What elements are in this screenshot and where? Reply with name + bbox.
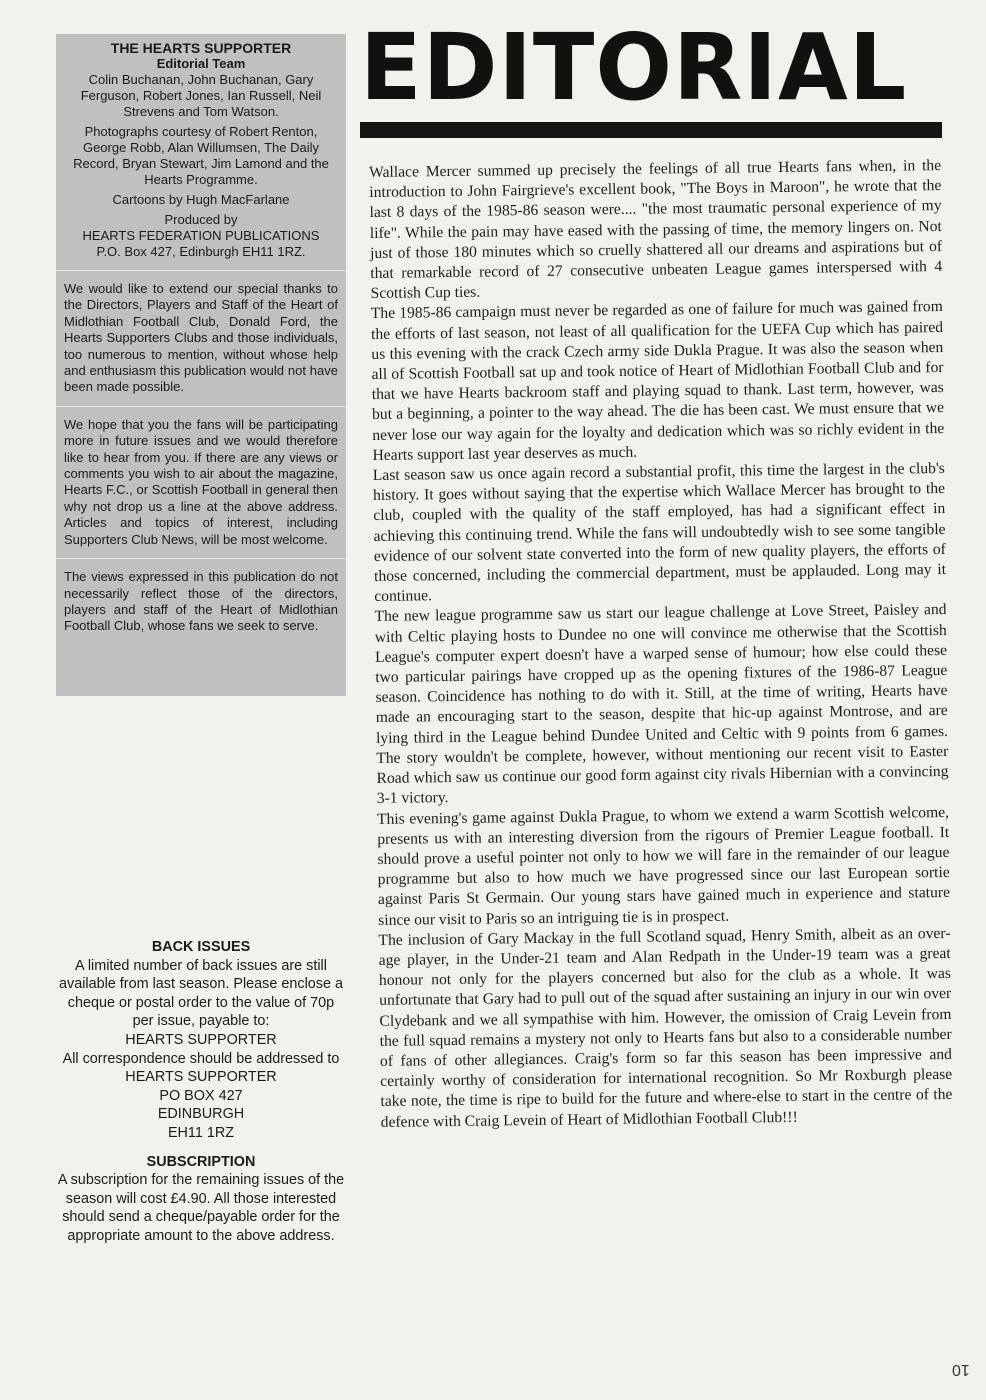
divider (56, 270, 346, 271)
address-line: EDINBURGH (157, 1106, 245, 1123)
address-line: HEARTS SUPPORTER (125, 1069, 277, 1086)
article-paragraph: The new league programme saw us start our league challenge at Love Street, Paisley and with Celtic playing hosts to Dundee no one will convince me otherwise that the Scottish League's computer expert doesn't have a warped sense of humour; how else could these two particular pairings have cropped up as the opening fixtures of the 1986-87 League season. Coincidence has nothing to do with it. Still, at the time of writing, Hearts have made an encouraging start to the season, despite that hic-up against Montrose, and are lying third in the League behind Dundee United and Celtic with 9 points from 6 games. The story wouldn't be complete, however, without mentioning our recent visit to Easter Road which saw us continue our good form against city rivals Hibernian with a convincing 3-1 victory. (374, 601, 949, 808)
produced-by-label: Produced by (164, 212, 238, 227)
article-paragraph: The inclusion of Gary Mackay in the full Scotland squad, Henry Smith, albeit as an over-age player, in the Under-21 team and Alan Redpath in the Under-19 team was a great honour not only for the players concerned but also for the club as a whole. It was unfortunate that Gary had to pull out of the squad after sustaining an injury in our win over Clydebank and we all sympathise with him. However, the omission of Craig Levein from the full squad remains a mystery not only to Hearts fans but also to a considerable number of fans of other allegiances. Craig's form so far this season has been impressive and certainly worthy of consideration for international recognition. So Mr Roxburgh please take note, the time is ripe to build for the future and where-else to start in the centre of the defence with Craig Levein of Heart of Midlothian Football Club!!! (378, 924, 953, 1131)
back-issues-payee: HEARTS SUPPORTER (125, 1031, 277, 1048)
article-paragraph: Wallace Mercer summed up precisely the feelings of all true Hearts fans when, in the introduction to John Fairgrieve's excellent book, "The Boys in Maroon", he wrote that the last 8 days of the 1985-86 season were.... "the most traumatic personal experience of my life". While the pain may have eased with the passing of time, the memory lingers on. Not just of those 180 minutes which so cruelly shattered all our dreams and aspirations but of that remarkable record of 27 consecutive unbeaten League games interspersed with 4 Scottish Cup ties. (369, 157, 943, 303)
editorial-article (369, 156, 953, 1133)
back-issues-text: A limited number of back issues are still available from last season. Please enclose a cheque or postal order to the value of 70p per issue, payable to: (59, 957, 343, 1030)
thanks-paragraph: We would like to extend our special thanks to the Directors, Players and Staff of the Heart of Midlothian Football Club, Donald Ford, the Hearts Supporters Clubs and those individuals, too numerous to mention, without whose help and enthusiasm this publication would not have been made possible. (64, 281, 338, 395)
publisher-address: P.O. Box 427, Edinburgh EH11 1RZ. (96, 244, 306, 259)
credits-panel (56, 34, 346, 696)
article-paragraph: The 1985-86 campaign must never be regarded as one of failure for much was gained from the efforts of last season, not least of all qualification for the UEFA Cup which has paired us this evening with the crack Czech army side Dukla Prague. It was also the season when all of Scottish Football sat up and took notice of Heart of Midlothian Football Club and for that we have Hearts backroom staff and playing squad to thank. Last term, however, was but a beginning, a pointer to the way ahead. The die has been cast. We must ensure that we never lose our way again for the loyalty and dedication which was so richly evident in the Hearts support last year deserves as much. (370, 298, 945, 464)
back-issues-heading: BACK ISSUES (151, 939, 251, 955)
back-issues-correspondence: All correspondence should be addressed to (62, 1050, 340, 1067)
photo-credits: Photographs courtesy of Robert Renton, George Robb, Alan Willumsen, The Daily Record, Bryan Stewart, Jim Lamond and the Hearts Programme. (73, 124, 329, 187)
credits-header (64, 40, 338, 120)
article-paragraph: This evening's game against Dukla Prague, to whom we extend a warm Scottish welcome, presents us with an interesting diversion from the rigours of Premier League football. It should prove a useful pointer not only to how we will fare in the remainder of our league programme but also to how much we have progressed since our last European sortie against Paris St Germain. Our young stars have gained much in experience and stature since our visit to Paris so an intriguing tie is in prospect. (376, 803, 951, 929)
invite-paragraph: We hope that you the fans will be participating more in future issues and we would therefore like to hear from you. If there are any views or comments you wish to air about the magazine, Hearts F.C., or Scottish Football in general then why not drop us a line at the above address. Articles and topics of interest, including Supporters Club News, will be most welcome. (64, 416, 338, 547)
divider (56, 406, 346, 407)
editorial-title: EDITORIAL (360, 14, 908, 121)
title-rule (360, 122, 942, 138)
publisher-name: HEARTS FEDERATION PUBLICATIONS (82, 228, 320, 243)
subscription-text: A subscription for the remaining issues of the season will cost £4.90. All those interested should send a cheque/payable order for the appropriate amount to the above address. (57, 1172, 345, 1244)
address-line: PO BOX 427 (159, 1087, 243, 1104)
subscription-heading: SUBSCRIPTION (146, 1153, 256, 1170)
publisher-block (64, 212, 338, 260)
back-issues-panel (56, 938, 346, 1246)
magazine-name: THE HEARTS SUPPORTER (110, 40, 292, 56)
cartoon-credits: Cartoons by Hugh MacFarlane (112, 192, 290, 207)
editorial-team-members: Colin Buchanan, John Buchanan, Gary Ferguson, Robert Jones, Ian Russell, Neil Strevens and Tom Watson. (80, 72, 322, 119)
spacer (56, 1143, 346, 1153)
editorial-team-heading: Editorial Team (156, 56, 246, 71)
article-paragraph: Last season saw us once again record a substantial profit, this time the largest in the club's history. It goes without saying that the expertise which Wallace Mercer has brought to the club, coupled with the quality of the staff employed, has had a significant effect in achieving this continuing trend. While the fans will undoubtedly wish to see some tangible evidence of our solvent state converted into the form of new quality players, the efforts of those concerned, including the commercial department, must be applauded. Long may it continue. (372, 460, 947, 606)
page-number: 10 (952, 1361, 970, 1378)
address-line: EH11 1RZ (167, 1124, 235, 1141)
disclaimer-paragraph: The views expressed in this publication do not necessarily reflect those of the directors, players and staff of the Heart of Midlothian Football Club, whose fans we seek to serve. (64, 569, 338, 634)
divider (56, 558, 346, 559)
